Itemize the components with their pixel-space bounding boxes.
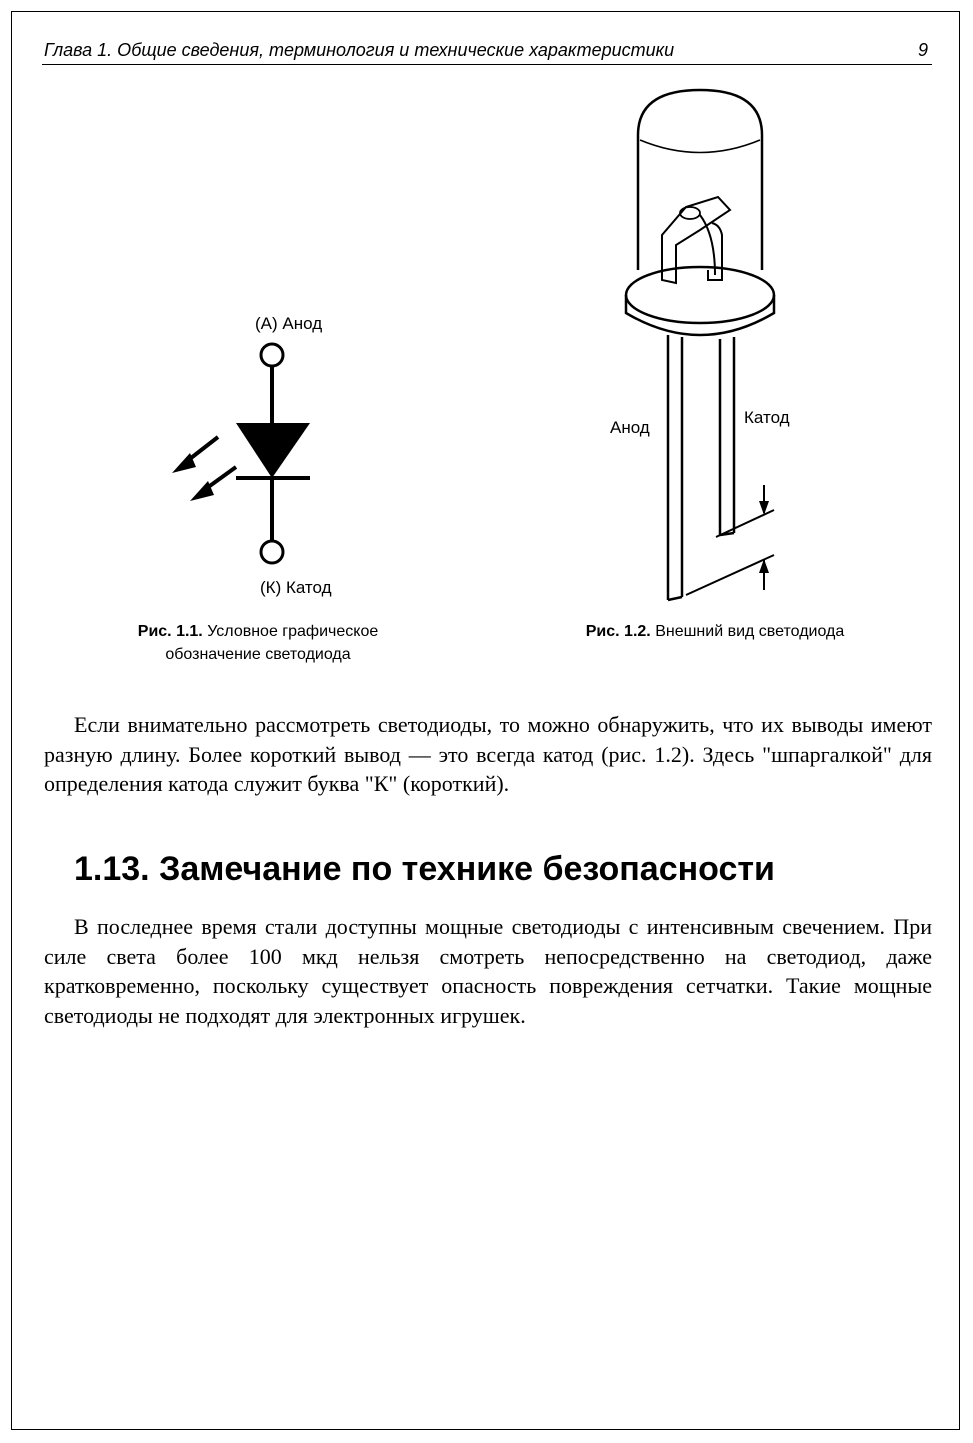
- dimension-line-short: [716, 510, 774, 537]
- diode-triangle: [236, 423, 310, 478]
- figure-1-caption: [98, 620, 418, 666]
- dimension-arrow-down-icon: [759, 485, 769, 515]
- anode-terminal: [261, 344, 283, 366]
- figure-1-caption-line1: Условное графическое: [207, 623, 379, 640]
- figure-led-appearance: [590, 85, 800, 610]
- paragraph-safety: В последнее время стали доступны мощные светодиоды с интенсивным свечением. При силе света более 100 мкд нельзя смотреть непосредственно на светодиод, даже кратковременно, поскольку существует опасность повреждения сетчатки. Такие мощные светодиоды не подходят для электронных игрушек.: [44, 914, 932, 1028]
- dimension-arrow-up-icon: [759, 559, 769, 590]
- figure-1-caption-line2: обозначение светодиода: [165, 646, 351, 663]
- page-number: 9: [917, 40, 928, 60]
- figure-led-symbol: [160, 305, 380, 605]
- figure-2-caption-text: Внешний вид светодиода: [655, 623, 845, 640]
- dimension-line-long: [686, 555, 774, 595]
- running-head: [42, 38, 932, 65]
- led-dome: [638, 90, 762, 270]
- symbol-cathode-label: (К) Катод: [260, 578, 332, 597]
- symbol-anode-label: (А) Анод: [255, 314, 323, 333]
- light-arrow-1-icon: [172, 437, 218, 473]
- appearance-cathode-label: Катод: [744, 408, 790, 427]
- cathode-terminal: [261, 541, 283, 563]
- paragraph-led-leads: Если внимательно рассмотреть светодиоды, то можно обнаружить, что их выводы имеют разную длину. Более короткий вывод — это всегда катод (рис. 1.2). Здесь "шпаргалкой" для определения катода служит буква "К" (короткий).: [44, 712, 932, 796]
- led-chip: [680, 207, 700, 219]
- light-arrow-2-icon: [190, 467, 236, 501]
- led-flange-top: [626, 267, 774, 323]
- section-heading: 1.13. Замечание по технике безопасности: [74, 850, 775, 888]
- appearance-anode-label: Анод: [610, 418, 650, 437]
- figure-1-number: Рис. 1.1.: [137, 623, 203, 640]
- figure-2-number: Рис. 1.2.: [585, 623, 651, 640]
- figure-2-caption: [545, 620, 885, 643]
- dome-rim-line: [640, 140, 760, 153]
- led-symbol-diagram: [160, 305, 380, 605]
- led-appearance-drawing: [590, 85, 800, 610]
- long-lead-end: [668, 597, 682, 600]
- chapter-title: Глава 1. Общие сведения, терминология и технические характеристики: [44, 40, 675, 60]
